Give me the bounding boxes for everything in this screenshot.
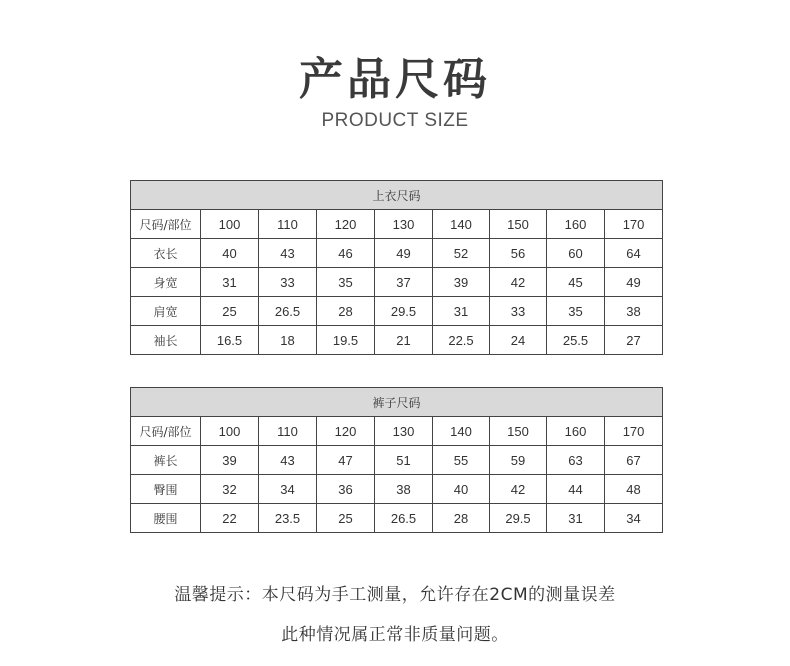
column-header: 140: [433, 417, 490, 446]
table-row: [131, 446, 663, 475]
table-cell: 34: [605, 504, 663, 533]
table-title-row: [131, 388, 663, 417]
table-cell: 33: [490, 297, 547, 326]
table-cell: 56: [490, 239, 547, 268]
column-header: 120: [317, 417, 375, 446]
table-cell: 18: [259, 326, 317, 355]
column-header: 110: [259, 417, 317, 446]
table-cell: 19.5: [317, 326, 375, 355]
column-header: 170: [605, 210, 663, 239]
column-header: 110: [259, 210, 317, 239]
table-cell: 34: [259, 475, 317, 504]
table-cell: 44: [547, 475, 605, 504]
table-cell: 25.5: [547, 326, 605, 355]
table-cell: 29.5: [375, 297, 433, 326]
table-cell: 23.5: [259, 504, 317, 533]
page-title: 产品尺码: [299, 54, 491, 105]
table-title: 裤子尺码: [131, 388, 663, 417]
table-cell: 24: [490, 326, 547, 355]
table-cell: 28: [317, 297, 375, 326]
table-cell: 67: [605, 446, 663, 475]
table-cell: 59: [490, 446, 547, 475]
table-cell: 22: [201, 504, 259, 533]
column-header: 100: [201, 210, 259, 239]
row-label: 身宽: [131, 268, 201, 297]
table-cell: 22.5: [433, 326, 490, 355]
table-cell: 29.5: [490, 504, 547, 533]
column-header: 尺码/部位: [131, 210, 201, 239]
top-size-table: [130, 180, 663, 355]
table-cell: 39: [433, 268, 490, 297]
table-title: 上衣尺码: [131, 181, 663, 210]
row-label: 肩宽: [131, 297, 201, 326]
column-header: 160: [547, 210, 605, 239]
table-header-row: [131, 210, 663, 239]
column-header: 尺码/部位: [131, 417, 201, 446]
table-cell: 39: [201, 446, 259, 475]
column-header: 130: [375, 210, 433, 239]
column-header: 130: [375, 417, 433, 446]
table-cell: 48: [605, 475, 663, 504]
table-cell: 26.5: [375, 504, 433, 533]
table-cell: 35: [547, 297, 605, 326]
table-cell: 21: [375, 326, 433, 355]
table-cell: 55: [433, 446, 490, 475]
table-cell: 40: [433, 475, 490, 504]
page-subtitle: PRODUCT SIZE: [321, 110, 469, 131]
row-label: 袖长: [131, 326, 201, 355]
table-cell: 60: [547, 239, 605, 268]
table-cell: 32: [201, 475, 259, 504]
table-cell: 49: [375, 239, 433, 268]
table-header-row: [131, 417, 663, 446]
size-note-line-1: 温馨提示：本尺码为手工测量，允许存在2CM的测量误差: [174, 585, 616, 605]
column-header: 150: [490, 417, 547, 446]
table-cell: 25: [201, 297, 259, 326]
table-cell: 38: [375, 475, 433, 504]
table-cell: 37: [375, 268, 433, 297]
table-title-row: [131, 181, 663, 210]
bottom-size-table: [130, 387, 663, 533]
table-cell: 64: [605, 239, 663, 268]
table-cell: 33: [259, 268, 317, 297]
table-row: [131, 268, 663, 297]
table-cell: 38: [605, 297, 663, 326]
table-cell: 28: [433, 504, 490, 533]
size-note-line-2: 此种情况属正常非质量问题。: [281, 625, 509, 645]
table-cell: 46: [317, 239, 375, 268]
column-header: 150: [490, 210, 547, 239]
table-cell: 51: [375, 446, 433, 475]
table-cell: 31: [547, 504, 605, 533]
table-cell: 40: [201, 239, 259, 268]
table-row: [131, 239, 663, 268]
table-cell: 47: [317, 446, 375, 475]
table-cell: 43: [259, 446, 317, 475]
table-cell: 27: [605, 326, 663, 355]
row-label: 衣长: [131, 239, 201, 268]
column-header: 170: [605, 417, 663, 446]
table-cell: 31: [433, 297, 490, 326]
table-cell: 42: [490, 268, 547, 297]
table-cell: 49: [605, 268, 663, 297]
table-row: [131, 326, 663, 355]
table-cell: 25: [317, 504, 375, 533]
column-header: 140: [433, 210, 490, 239]
table-cell: 52: [433, 239, 490, 268]
table-cell: 26.5: [259, 297, 317, 326]
row-label: 裤长: [131, 446, 201, 475]
row-label: 臀围: [131, 475, 201, 504]
table-cell: 36: [317, 475, 375, 504]
table-row: [131, 297, 663, 326]
table-cell: 43: [259, 239, 317, 268]
table-cell: 35: [317, 268, 375, 297]
column-header: 160: [547, 417, 605, 446]
table-cell: 45: [547, 268, 605, 297]
column-header: 100: [201, 417, 259, 446]
table-row: [131, 504, 663, 533]
column-header: 120: [317, 210, 375, 239]
table-cell: 42: [490, 475, 547, 504]
table-cell: 63: [547, 446, 605, 475]
table-row: [131, 475, 663, 504]
table-cell: 16.5: [201, 326, 259, 355]
row-label: 腰围: [131, 504, 201, 533]
table-cell: 31: [201, 268, 259, 297]
